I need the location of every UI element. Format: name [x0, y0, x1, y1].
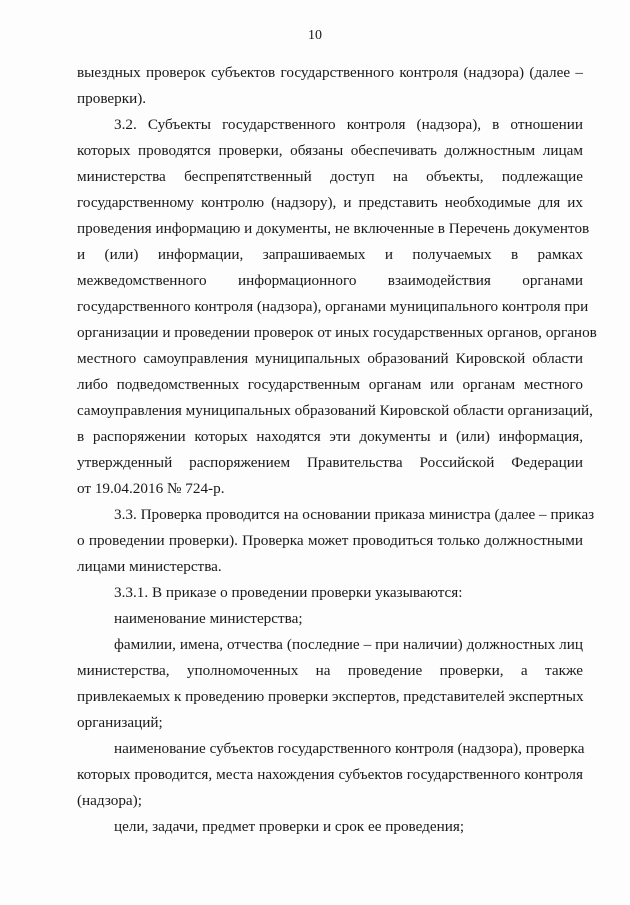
text-line: проведения информацию и документы, не включенные в Перечень документов	[77, 220, 590, 237]
text-line: лицами министерства.	[77, 558, 222, 575]
text-line: организаций;	[77, 714, 163, 731]
text-line: (надзора);	[77, 792, 142, 809]
text-line: цели, задачи, предмет проверки и срок ее проведения;	[114, 818, 465, 835]
text-line: 3.2. Субъекты государственного контроля (надзора), в отношении	[114, 116, 583, 133]
text-line: привлекаемых к проведению проверки экспертов, представителей экспертных	[77, 688, 584, 705]
text-line: либо подведомственных государственным органам или органам местного	[77, 376, 583, 393]
text-line: государственного контроля (надзора), органами муниципального контроля при	[77, 298, 589, 315]
text-line: которых проводится, места нахождения субъектов государственного контроля	[77, 766, 583, 783]
text-line: которых проводятся проверки, обязаны обеспечивать должностным лицам	[77, 142, 583, 159]
text-line: местного самоуправления муниципальных образований Кировской области	[77, 350, 583, 367]
text-line: министерства, уполномоченных на проведение проверки, а также	[77, 662, 583, 679]
text-line: о проведении проверки). Проверка может проводиться только должностными	[77, 532, 583, 549]
page-number: 10	[308, 28, 322, 43]
text-line: выездных проверок субъектов государственного контроля (надзора) (далее –	[77, 64, 583, 81]
text-line: наименование субъектов государственного контроля (надзора), проверка	[114, 740, 585, 757]
text-line: самоуправления муниципальных образований Кировской области организаций,	[77, 402, 593, 419]
text-line: межведомственного информационного взаимодействия органами	[77, 272, 583, 289]
text-line: фамилии, имена, отчества (последние – при наличии) должностных лиц	[114, 636, 583, 653]
text-line: утвержденный распоряжением Правительства Российской Федерации	[77, 454, 583, 471]
text-line: организации и проведении проверок от иных государственных органов, органов	[77, 324, 597, 341]
text-line: министерства беспрепятственный доступ на объекты, подлежащие	[77, 168, 583, 185]
text-line: 3.3.1. В приказе о проведении проверки указываются:	[114, 584, 463, 601]
text-line: от 19.04.2016 № 724-р.	[77, 480, 225, 497]
text-line: в распоряжении которых находятся эти документы и (или) информация,	[77, 428, 583, 445]
text-line: и (или) информации, запрашиваемых и получаемых в рамках	[77, 246, 583, 263]
text-line: проверки).	[77, 90, 147, 107]
text-line: 3.3. Проверка проводится на основании приказа министра (далее – приказ	[114, 506, 595, 523]
text-line: наименование министерства;	[114, 610, 303, 627]
text-line: государственному контролю (надзору), и представить необходимые для их	[77, 194, 583, 211]
